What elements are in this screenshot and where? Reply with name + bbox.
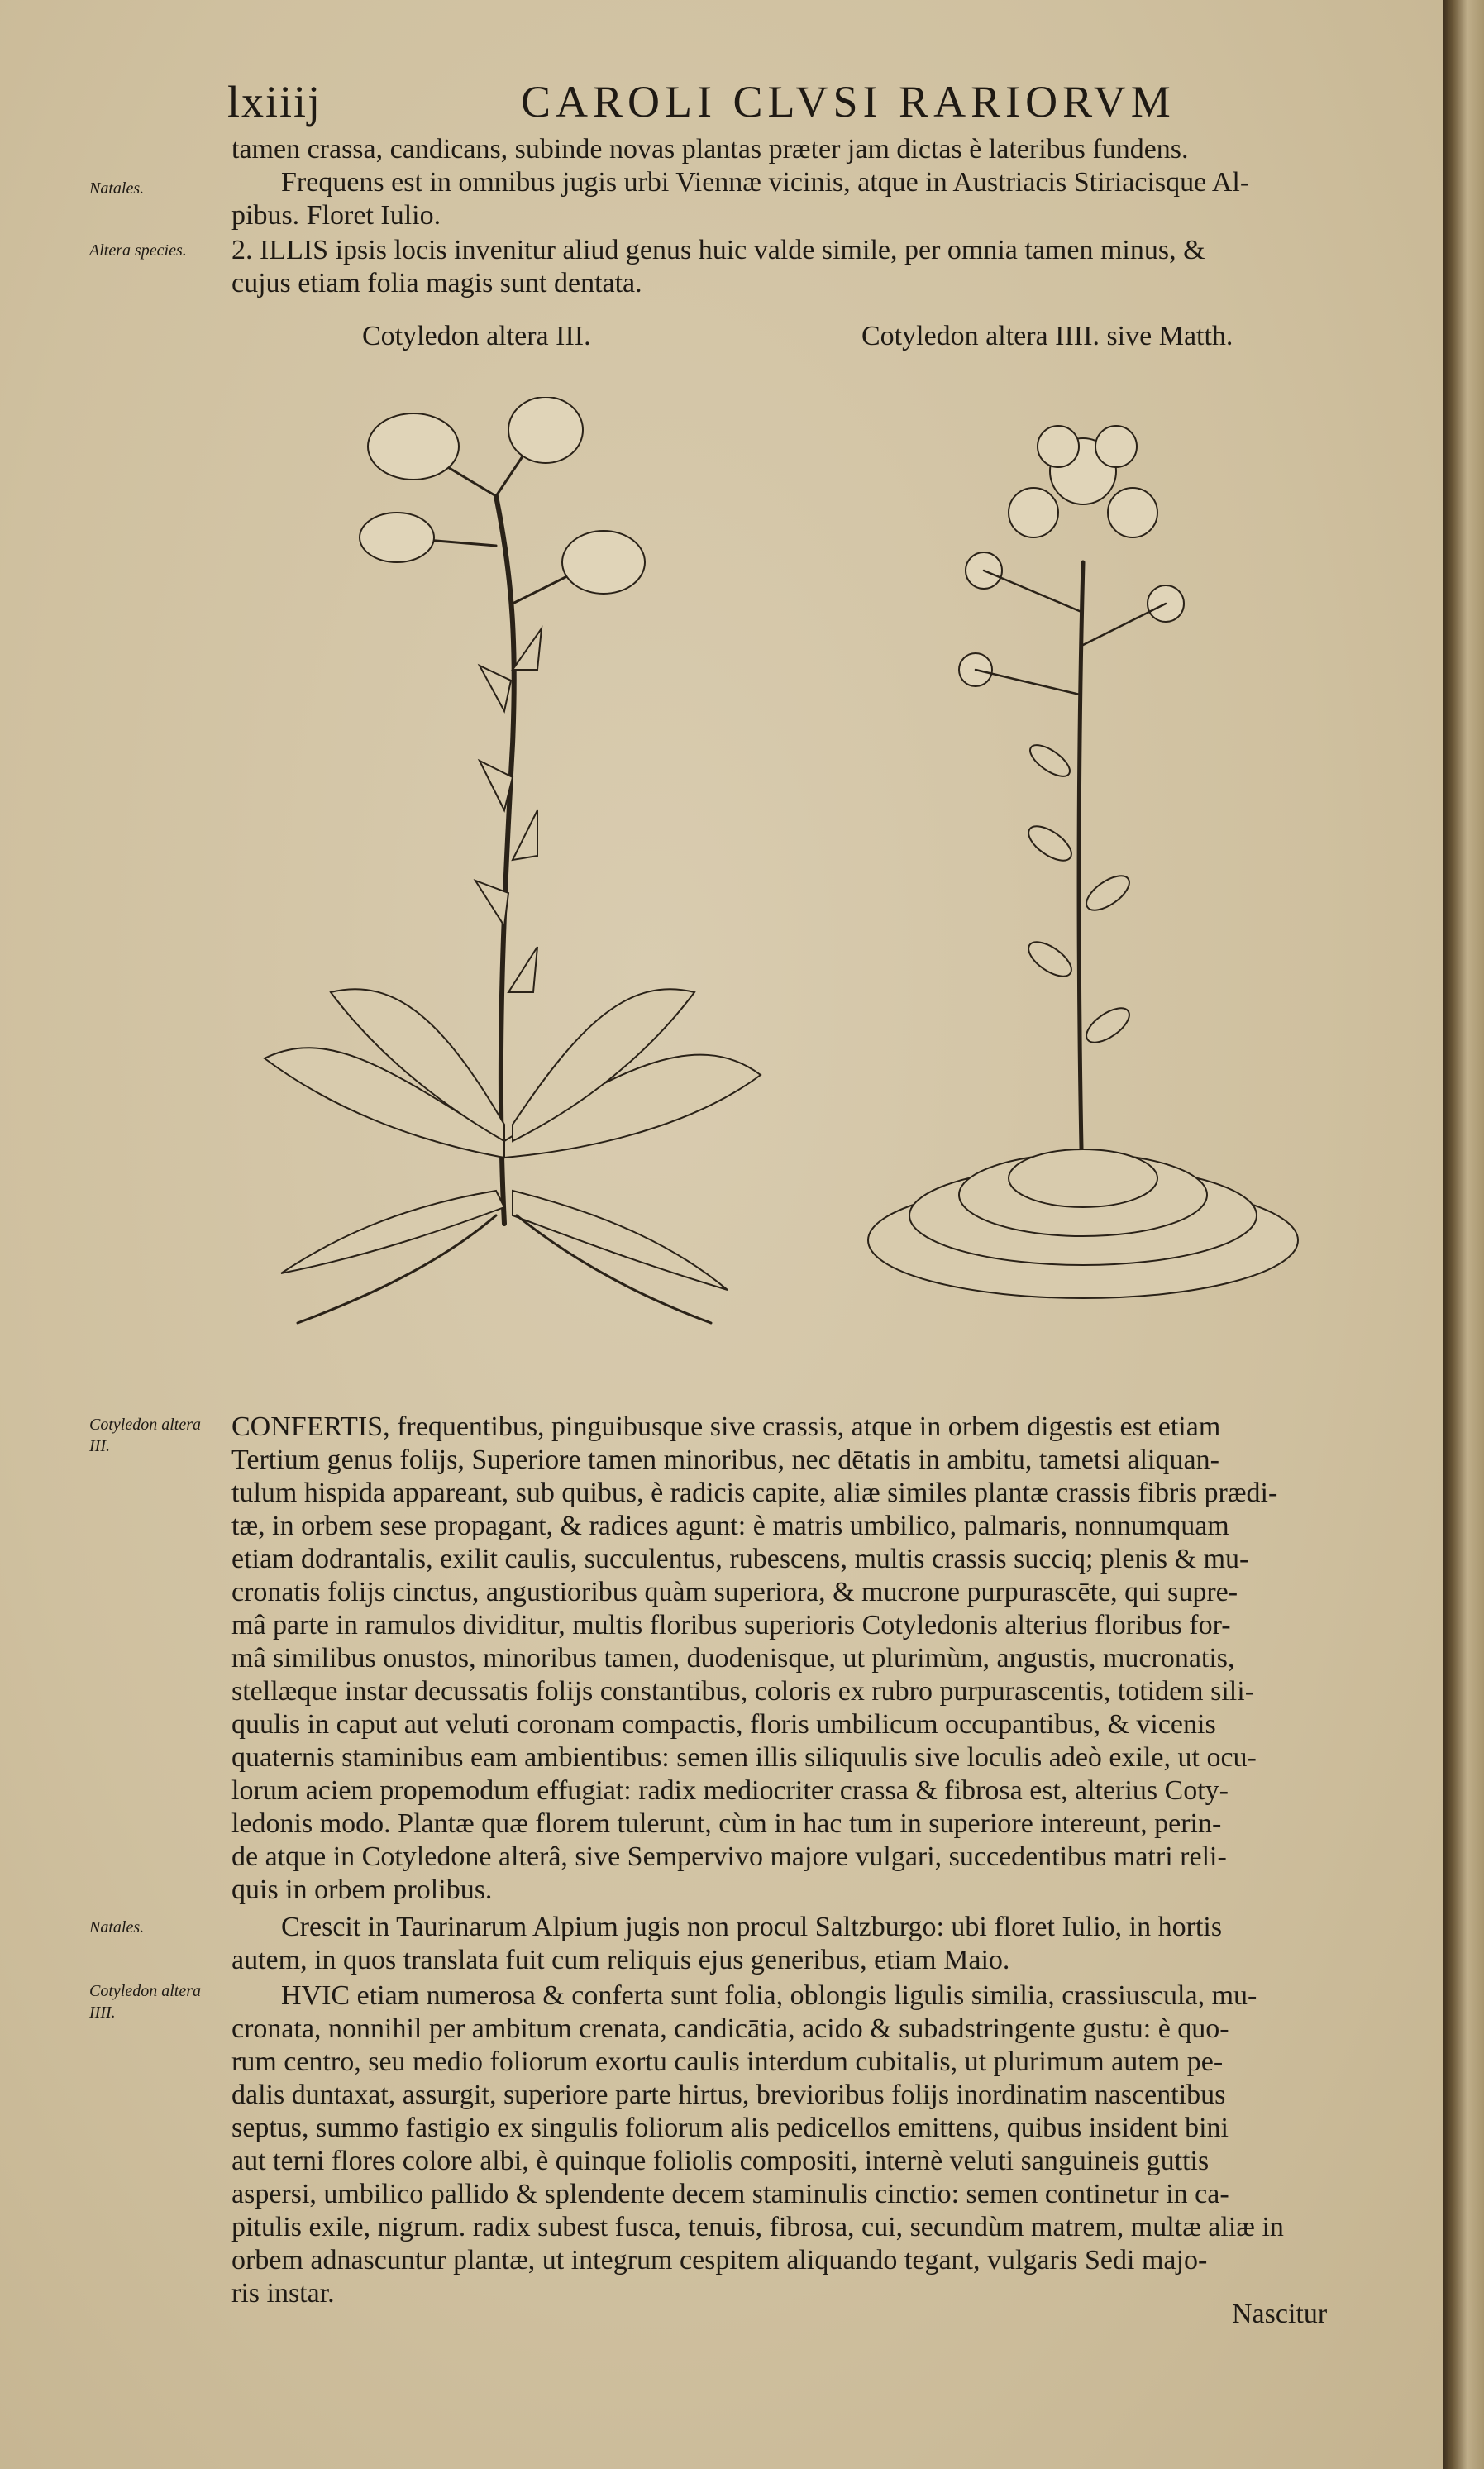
figure-caption-left: Cotyledon altera III. bbox=[362, 321, 591, 351]
paragraph-iiii-line: dalis duntaxat, assurgit, superiore parte hirtus, brevioribus folijs inordinatim nascentibus bbox=[231, 2080, 1226, 2110]
natales-line: autem, in quos translata fuit cum reliquis ejus generibus, etiam Maio. bbox=[231, 1945, 1010, 1975]
paragraph-iii-line: quis in orbem prolibus. bbox=[231, 1874, 493, 1905]
running-title: CAROLI CLVSI RARIORVM bbox=[521, 77, 1176, 127]
paragraph-iii-line: tulum hispida appareant, sub quibus, è radicis capite, aliæ similes plantæ crassis fibris prædi- bbox=[231, 1478, 1278, 1508]
margin-note-natales: Natales. bbox=[89, 179, 145, 198]
paragraph-iii-line: lorum aciem propemodum effugiat: radix mediocriter crassa & fibrosa est, alterius Coty- bbox=[231, 1775, 1229, 1806]
figure-caption-right: Cotyledon altera IIII. sive Matth. bbox=[861, 321, 1233, 351]
paragraph-iii-line: mâ similibus onustos, minoribus tamen, duodenisque, ut plurimùm, angustis, mucronatis, bbox=[231, 1643, 1235, 1674]
paragraph-iiii-line: orbem adnascuntur plantæ, ut integrum cespitem aliquando tegant, vulgaris Sedi majo- bbox=[231, 2245, 1208, 2276]
intro-line: pibus. Floret Iulio. bbox=[231, 200, 441, 231]
paragraph-iii-line: tæ, in orbem sese propagant, & radices agunt: è matris umbilico, palmaris, nonnumquam bbox=[231, 1511, 1229, 1541]
woodcut-cotyledon-iii bbox=[231, 397, 794, 1348]
natales-line: Crescit in Taurinarum Alpium jugis non procul Saltzburgo: ubi floret Iulio, in hortis bbox=[281, 1912, 1223, 1942]
paragraph-iii-line: Tertium genus folijs, Superiore tamen minoribus, nec dētatis in ambitu, tametsi aliquan- bbox=[231, 1445, 1219, 1475]
paragraph-iiii-line: pitulis exile, nigrum. radix subest fusca, tenuis, fibrosa, cui, secundùm matrem, multæ aliæ in bbox=[231, 2212, 1284, 2242]
paragraph-iii-line: stellæque instar decussatis folijs constantibus, coloris ex rubro purpurascentis, totidem sili- bbox=[231, 1676, 1255, 1707]
intro-line: Frequens est in omnibus jugis urbi Viennæ vicinis, atque in Austriacis Stiriacisque Al- bbox=[281, 167, 1250, 198]
paragraph-iiii-line: cronata, nonnihil per ambitum crenata, candicātia, acido & subadstringente gustu: è quo- bbox=[231, 2013, 1229, 2044]
paragraph-iii-line: CONFERTIS, frequentibus, pinguibusque sive crassis, atque in orbem digestis est etiam bbox=[231, 1411, 1221, 1442]
paragraph-iii-line: ledonis modo. Plantæ quæ florem tulerunt, cùm in hac tum in superiore intereunt, perin- bbox=[231, 1808, 1222, 1839]
intro-line: 2. ILLIS ipsis locis invenitur aliud genus huic valde simile, per omnia tamen minus, & bbox=[231, 235, 1205, 265]
paragraph-iii-line: cronatis folijs cinctus, angustioribus quàm superiora, & mucrone purpurascēte, qui supre- bbox=[231, 1577, 1238, 1607]
catchword: Nascitur bbox=[1232, 2299, 1328, 2329]
facing-page-edge bbox=[1443, 0, 1484, 2469]
paragraph-iiii-line: ris instar. bbox=[231, 2278, 335, 2309]
paragraph-iiii-line: septus, summo fastigio ex singulis foliorum alis pedicellos emittens, quibus insident bini bbox=[231, 2113, 1229, 2143]
paragraph-iiii-line: HVIC etiam numerosa & conferta sunt folia, oblongis ligulis similia, crassiuscula, mu- bbox=[281, 1980, 1257, 2011]
paragraph-iii-line: quulis in caput aut veluti coronam compactis, floris umbilicum occupantibus, & vicenis bbox=[231, 1709, 1216, 1740]
intro-line: tamen crassa, candicans, subinde novas plantas præter jam dictas è lateribus fundens. bbox=[231, 134, 1189, 165]
paragraph-iiii-line: rum centro, seu medio foliorum exortu caulis interdum cubitalis, ut plurimum autem pe- bbox=[231, 2046, 1224, 2077]
paragraph-iii-line: de atque in Cotyledone alterâ, sive Sempervivo majore vulgari, succedentibus matri reli- bbox=[231, 1841, 1227, 1872]
margin-note-cotyledon-iiii: Cotyledon altera IIII. bbox=[89, 1982, 201, 2022]
paragraph-iii-line: etiam dodrantalis, exilit caulis, succulentus, rubescens, multis crassis succiq; plenis & mu- bbox=[231, 1544, 1249, 1574]
paragraph-iiii-line: aspersi, umbilico pallido & splendente decem staminulis cinctio: semen continetur in ca- bbox=[231, 2179, 1229, 2209]
folio-number: lxiiij bbox=[227, 77, 322, 127]
paragraph-iiii-line: aut terni flores colore albi, è quinque foliolis compositi, internè veluti sanguineis guttis bbox=[231, 2146, 1210, 2176]
paragraph-iii-line: mâ parte in ramulos dividitur, multis floribus superioris Cotyledonis alterius floribus for- bbox=[231, 1610, 1231, 1640]
margin-note-cotyledon-iii: Cotyledon altera III. bbox=[89, 1416, 201, 1455]
margin-note-altera-species: Altera species. bbox=[89, 241, 187, 260]
intro-line: cujus etiam folia magis sunt dentata. bbox=[231, 268, 642, 298]
woodcut-cotyledon-iiii bbox=[860, 397, 1372, 1340]
margin-note-natales-2: Natales. bbox=[89, 1918, 145, 1937]
paragraph-iii-line: quaternis staminibus eam ambientibus: semen illis siliquulis sive loculis adeò exile, ut ocu- bbox=[231, 1742, 1257, 1773]
